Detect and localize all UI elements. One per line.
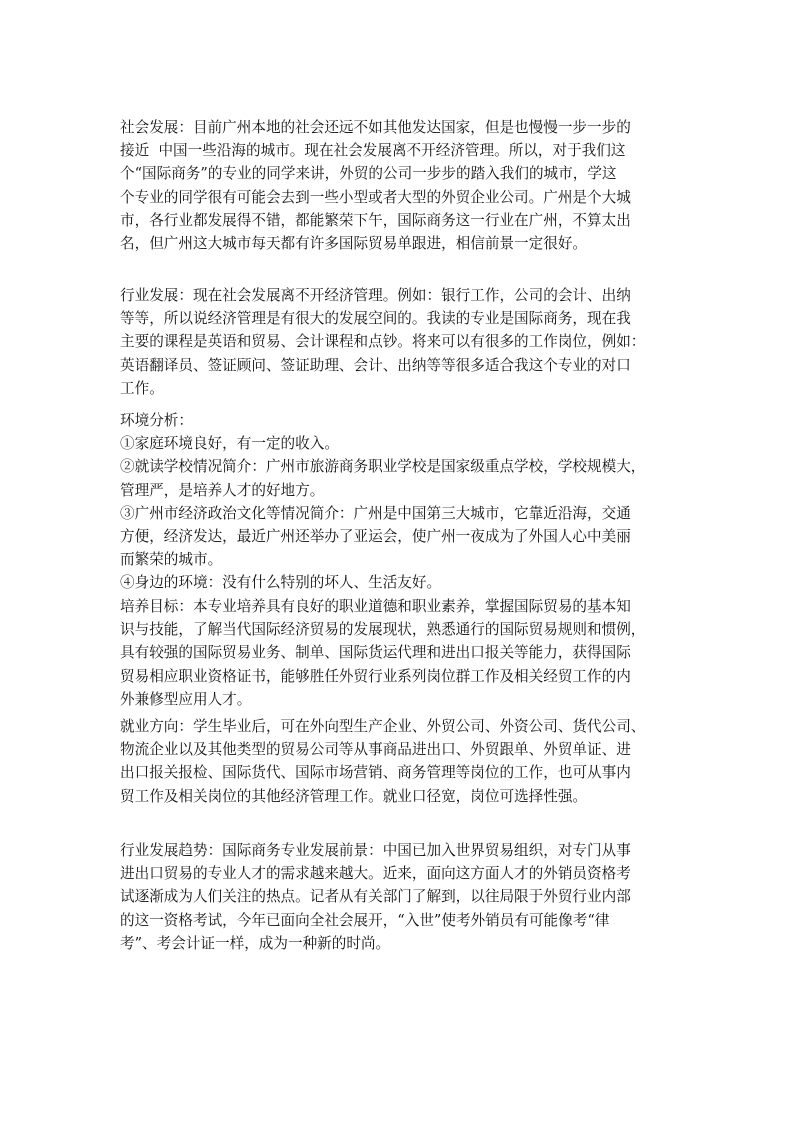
text-line: 进出口贸易的专业人才的需求越来越大。近来，面向这方面人才的外销员资格考 [120, 865, 631, 883]
text-line: 识与技能，了解当代国际经济贸易的发展现状，熟悉通行的国际贸易规则和惯例， [120, 621, 646, 639]
paragraph-industry-trend [120, 839, 675, 955]
text-line: 行业发展趋势：国际商务专业发展前景：中国已加入世界贸易组织，对专门从事 [120, 842, 631, 859]
paragraph-training-goal [120, 595, 675, 711]
text-line: ③广州市经济政治文化等情况简介：广州是中国第三大城市，它靠近沿海，交通 [120, 504, 631, 522]
text-line: 具有较强的国际贸易业务、制单、国际货运代理和进出口报关等能力，获得国际 [120, 644, 631, 662]
paragraph-social-development [120, 116, 675, 255]
text-line: 个专业的同学很有可能会去到一些小型或者大型的外贸企业公司。广州是个大城 [120, 188, 631, 206]
text-line: 的这一资格考试，今年已面向全社会展开，“入世”使考外销员有可能像考“律 [120, 911, 610, 929]
text-line: 贸工作及相关岗位的其他经济管理工作。就业口径宽，岗位可选择性强。 [120, 787, 588, 805]
text-line: 名，但广州这大城市每天都有许多国际贸易单跟进，相信前景一定很好。 [120, 235, 588, 253]
text-line: 贸易相应职业资格证书，能够胜任外贸行业系列岗位群工作及相关经贸工作的内 [120, 667, 631, 685]
text-line: 工作。 [120, 379, 164, 397]
text-line: 英语翻译员、签证顾问、签证助理、会计、出纳等等很多适合我这个专业的对口 [120, 356, 631, 374]
paragraph-environment-analysis [120, 409, 675, 595]
text-line: 培养目标：本专业培养具有良好的职业道德和职业素养，掌握国际贸易的基本知 [120, 598, 631, 615]
text-line: 管理严，是培养人才的好地方。 [120, 481, 325, 499]
text-line: 而繁荣的城市。 [120, 551, 223, 569]
text-line: 市，各行业都发展得不错，都能繁荣下午，国际商务这一行业在广州，不算太出 [120, 211, 631, 229]
text-line: 物流企业以及其他类型的贸易公司等从事商品进出口、外贸跟单、外贸单证、进 [120, 741, 631, 759]
text-line: ④身边的环境：没有什么特别的坏人、生活友好。 [120, 574, 442, 592]
text-line: 考”、考会计证一样，成为一种新的时尚。 [120, 934, 391, 952]
text-line: 等等，所以说经济管理是有很大的发展空间的。我读的专业是国际商务，现在我 [120, 310, 631, 328]
paragraph-employment-direction [120, 715, 675, 808]
text-line: 出口报关报检、国际货代、国际市场营销、商务管理等岗位的工作，也可从事内 [120, 764, 631, 782]
text-line: 主要的课程是英语和贸易、会计课程和点钞。将来可以有很多的工作岗位，例如： [120, 333, 646, 351]
text-line: 外兼修型应用人才。 [120, 690, 252, 708]
paragraph-industry-development [120, 284, 675, 400]
text-line: 环境分析： [120, 412, 193, 429]
text-line: 个“国际商务”的专业的同学来讲，外贸的公司一步步的踏入我们的城市，学这 [120, 165, 617, 183]
text-line: 接近 中国一些沿海的城市。现在社会发展离不开经济管理。所以，对于我们这 [120, 142, 626, 160]
text-line: ②就读学校情况简介：广州市旅游商务职业学校是国家级重点学校，学校规模大， [120, 458, 646, 476]
text-line: 社会发展：目前广州本地的社会还远不如其他发达国家，但是也慢慢一步一步的 [120, 119, 631, 136]
text-line: 试逐渐成为人们关注的热点。记者从有关部门了解到，以往局限于外贸行业内部 [120, 888, 631, 906]
text-line: 行业发展：现在社会发展离不开经济管理。例如：银行工作，公司的会计、出纳 [120, 287, 631, 304]
text-line: 就业方向：学生毕业后，可在外向型生产企业、外贸公司、外资公司、货代公司、 [120, 718, 646, 735]
text-line: 方便，经济发达，最近广州还举办了亚运会，使广州一夜成为了外国人心中美丽 [120, 528, 631, 546]
text-line: ①家庭环境良好，有一定的收入。 [120, 435, 339, 453]
